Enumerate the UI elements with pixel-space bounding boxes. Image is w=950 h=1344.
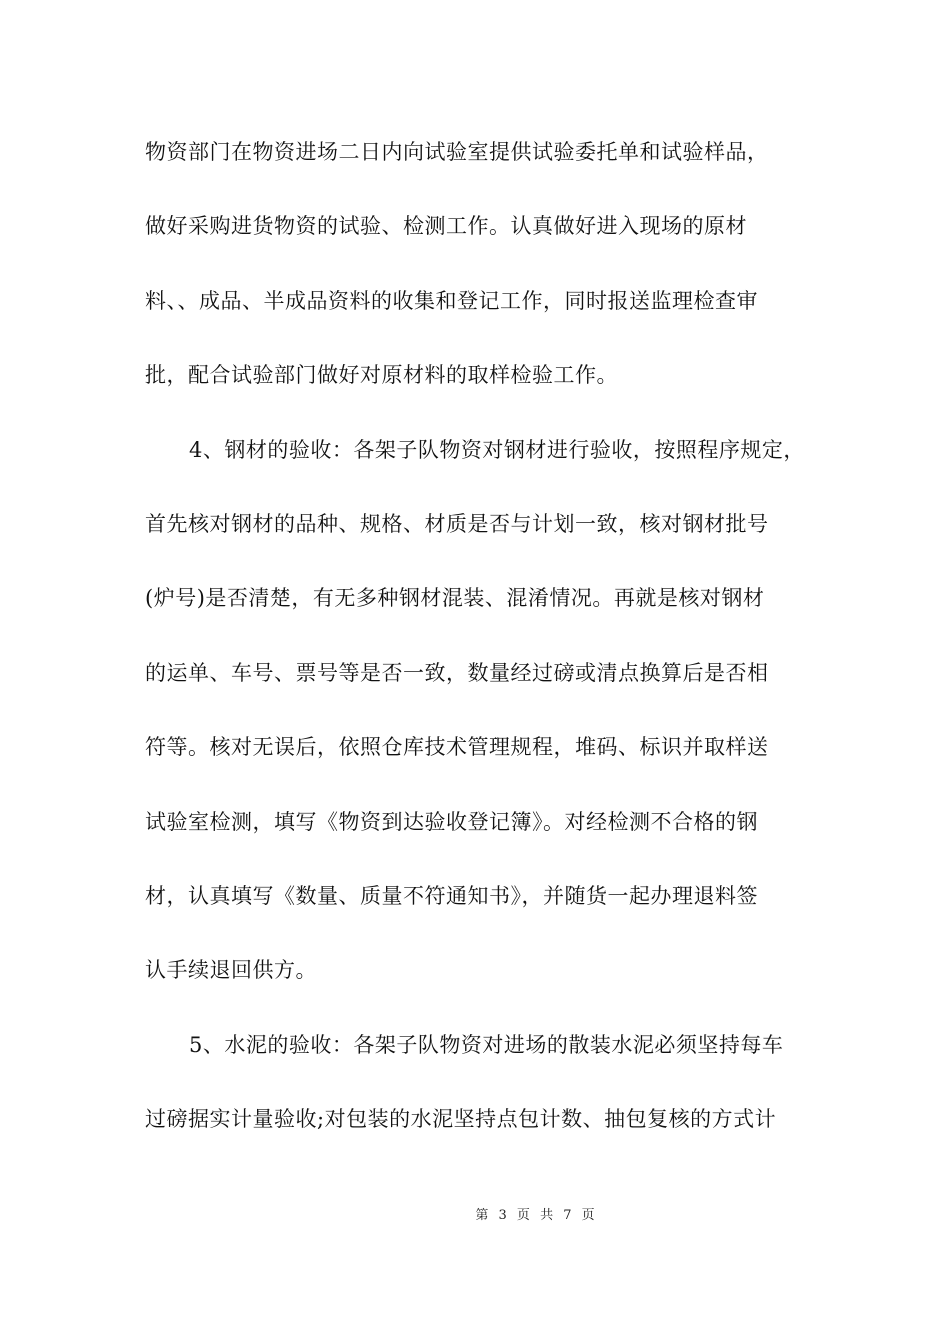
page-footer [0,1206,950,1226]
text-line: 符等。核对无误后，依照仓库技术管理规程，堆码、标识并取样送 [145,735,769,760]
text-line: (炉号)是否清楚，有无多种钢材混装、混淆情况。再就是核对钢材 [145,586,765,611]
footer-current-page: 3 [498,1208,507,1223]
text-line: 过磅据实计量验收;对包装的水泥坚持点包计数、抽包复核的方式计 [145,1107,777,1132]
text-line: 认手续退回供方。 [145,958,317,983]
text-line: 料、、成品、半成品资料的收集和登记工作，同时报送监理检查审 [145,288,758,313]
paragraph-cement-start: 5、水泥的验收：各架子队物资对进场的散装水泥必须坚持每车 [189,1032,784,1057]
text-line: 材，认真填写《数量、质量不符通知书》，并随货一起办理退料签 [145,883,758,908]
footer-total-unit: 页 [581,1208,595,1223]
page-number [472,1206,597,1226]
text-line: 试验室检测，填写《物资到达验收登记簿》。对经检测不合格的钢 [145,809,758,834]
footer-total-pages: 7 [563,1208,572,1223]
text-line: 做好采购进货物资的试验、检测工作。认真做好进入现场的原材 [145,214,747,239]
footer-page-unit: 页 [516,1208,530,1223]
paragraph-steel-start: 4、钢材的验收：各架子队物资对钢材进行验收，按照程序规定， [189,437,805,462]
footer-prefix: 第 [475,1208,489,1223]
text-line: 的运单、车号、票号等是否一致，数量经过磅或清点换算后是否相 [145,660,769,685]
text-line: 物资部门在物资进场二日内向试验室提供试验委托单和试验样品， [145,140,769,164]
footer-total-prefix: 共 [540,1208,554,1223]
text-line: 批，配合试验部门做好对原材料的取样检验工作。 [145,363,618,388]
document-body [145,132,815,1173]
text-line: 首先核对钢材的品种、规格、材质是否与计划一致，核对钢材批号 [145,511,769,536]
